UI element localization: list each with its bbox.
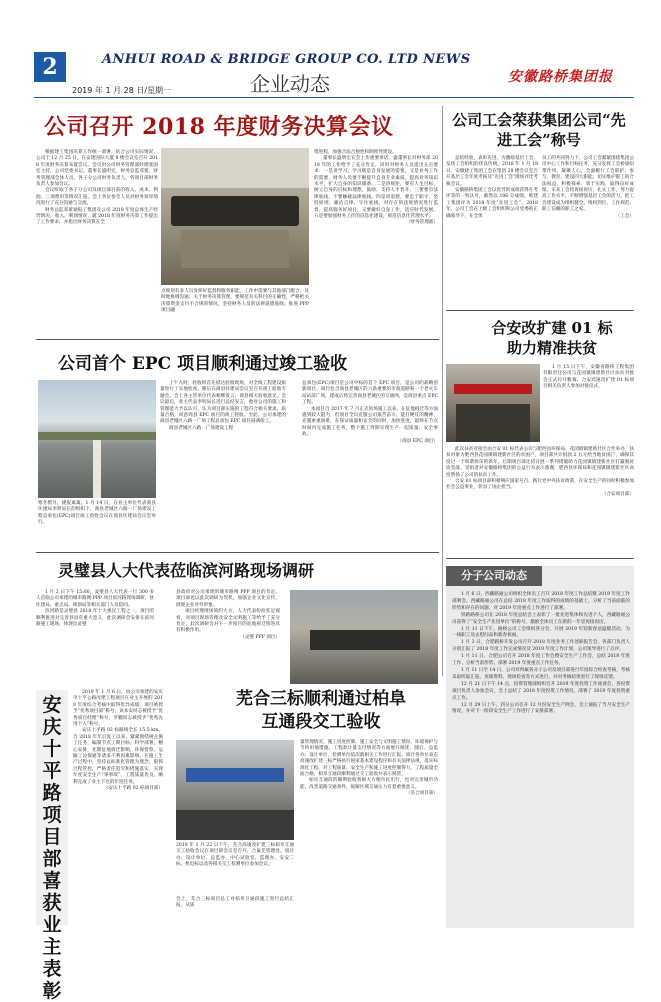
briefs-heading-text: 分子公司动态	[461, 569, 527, 582]
article-6-body	[73, 690, 163, 926]
brief-item: 1 月 3 日，合肥路桥开发公司召开 2018 年度业务工作述职报告会，各部门负责人分别汇报了 2018 年度工作完成情况及 2019 年度工作计划，公司领导进行了点评。	[452, 640, 630, 653]
article-7-byline: （芜合项目部）	[405, 791, 438, 797]
brief-item: 1 月 11 日下午，路桥公司工会组织各分会，开展 2019 年迎新春送温暖活动，为一线职工送去慰问品和新春祝福。	[452, 626, 630, 639]
article-1-col3	[314, 150, 438, 336]
brief-item: 1 月 6 日，西藏路通公司组织全体员工召开 2018 年度工作总结暨 2019 年度工作部署会。西藏路通公司在总结 2018 年度工作取得的成绩的基础上，分析了当前面临的形势和存在的问题，对 2019 年度重点工作进行了部署。	[452, 592, 630, 611]
paragraph: 根据建工集团决算工作统一部署，结合公司实际情况，公司于 12 月 25 日，在安建国际大厦 8 楼会议室召开 2018 年度财务决算布置会议。会议由公司财务管理部经理张国宏主持，公司党委书记、董事长盛明宏，财务总监邓蕾，财务管理部全体人员，各子分公司财务负责人，各项目部财务负责人参加会议。	[36, 150, 158, 188]
brief-item: 1 月 11 日，合肥公司召开 2018 年度工作会暨安全生产工作会，总结 2018 年度工作、分析当前形势、部署 2019 年度重点工作任务。	[452, 654, 630, 667]
article-2-title-text: 公司工会荣获集团公司“先进工会”称号	[452, 111, 626, 149]
section-title: 企业动态	[250, 72, 330, 96]
paragraph: 柏阜互通段的顺利验收将极大方便市民出行，也对完善城市功能，改善道路交通条件，缓解区域交通压力有着重要意义。	[300, 778, 438, 790]
paragraph: 本项目自 2017 年 7 月正式进场施工以来，在征地拆迁等方面遇到较大阻力，但项目全员克服公司艰苦奋斗、能打硬仗的精神，克服重重困难，在保证质量和安全的同时，加快进度，最终在节点时间内完成施工任务，整个施工周期实现生产一起质量、安全事故。	[302, 406, 438, 438]
paragraph: 1 月 2 日下午 15:00，灵璧县人大代表一行 300 多人莅临公司承建的城市路网 PPP 项目滨河路现场调研，县住建局、重点局、规划局等相关部门人员陪同。	[36, 590, 154, 608]
paragraph: 资进程，加强合法合规性和制度性建设。	[314, 150, 397, 155]
newspaper-logo: 安徽路桥集团报	[508, 69, 613, 85]
masthead-rule	[34, 97, 634, 98]
paragraph: 总承包(EPC)项目是公司中标的首个 EPC 项目，是公司的战略创新项目。项目包含商县老城区的六条重要的市政道路和一个老火车站站前广场，建成后将完善商县老城区的交通网，是商县重点 EPC 工程。	[302, 381, 438, 406]
paragraph: 2019 年 1 月 6 日，由公司承建的安庆市十平公路改建工程项目在业主开展的 2018 年度综合考核中取得优异成绩。项目被授予“优秀项目部”称号，该本安同志被授予“优秀项目经理”称号，罗鹏同志被授予“优秀先进个人”称号。	[73, 690, 163, 728]
article-4-col1	[543, 365, 634, 445]
paragraph: 合安 01 标项目部积极响应国家号召，践行党中央扶贫政策，在安全生产的同时积极参加社会公益事业，彰显了国企担当。	[446, 479, 634, 491]
article-3-col2	[160, 381, 286, 551]
brief-item: 1 月 11 日至 14 日，公司对所属各分子公司及项目部进行年度综合检查考核，考核采取听取汇报、查阅资料、现场检查等方式进行，并对考核结果进行了现场反馈。	[452, 667, 630, 680]
divider	[36, 552, 439, 553]
paragraph: 上午九时，验收组首先抵达验收现场，对全线工程建设质量进行了实地检查。随后在商县住建局会议室召开竣工验收专题会。会上各主管单位代表相继发言，商县相关验收意见，会议最后，业主代表李明局长进行总结发言，他对公司的施工和管理能力予以认可，认为项目部实施的工程符合相关要求，质量合格，同意商县 EPC 项目的竣工验收。至此，公司承建的商县老城区六路一广场工程总承包 EPC 项目圆满竣工。	[160, 381, 286, 425]
article-4-col2	[446, 447, 634, 555]
paragraph: 此次扶贫对接会由合安 01 标代表公司与肥西县环保局、花园镇镇建新社区合作举办，扶贫对象为肥西县花园镇镇建新社区的贫困户，项目部共计捐款 2 万元给当地贫困户，确保其度过一个和谐快乐的新年。后期项目部还将开展一系列措施助力花园镇镇建新社区打赢脱贫攻坚战。受捐者对安徽路桥集团的公益行为表示感谢，肥西县环保局和花园镇镇建新社区高度赞扬了公司的扶贫工作。	[446, 447, 634, 478]
article-3-title: 公司首个 EPC 项目顺利通过竣工验收	[58, 354, 348, 374]
article-2-byline: （工会）	[615, 213, 634, 219]
paragraph: 董事长盛明宏在会上作重要讲话，盛董事长对财务部 2018 年的工作给予了充分肯定，同时对财务人员提出五点要求：一是讲学习，学习既是自身发展的需要，又是业务工作的需要，财务人员要不断提升自身专业素质，提高业务知识水平，扩大自身的知识储备。二是讲规矩，要有人生目标，树立自身的目标和理想，鼓励、支持人才晋升。三要要有法律底线，不要触碰法律底线。四是讲道德，要忠于职守，坚持原则，廉洁自律，守住底线。对存在的违规情况进行监督，提高服务好项目，又要做好自身工作，适应时代发展。五是要加强财务工作的信息化建设，规范信息化管理水平。	[314, 156, 438, 220]
article-6-title: 安庆十平路项目部喜获业主表彰	[42, 694, 62, 1002]
paragraph: 财务总监邓蕾通报了集团及公司 2018 年度总体生产经营情况，收入、利润情况，就 2018 年度财务决算工作提出了工作要求，并指出财务决算在全	[36, 207, 158, 226]
article-5-title: 灵璧县人大代表莅临滨河路现场调研	[58, 561, 315, 580]
article-5-byline: （灵璧 PPP 项目）	[240, 634, 280, 640]
divider	[446, 558, 634, 559]
article-1-photo	[161, 148, 309, 285]
briefs-list	[452, 592, 630, 926]
english-masthead: ANHUI ROAD & BRIDGE GROUP CO. LTD NEWS	[102, 52, 471, 67]
brief-item: 12 月 29 日上午，四分公司召开 12 月份安全生产例会，会上通报了当月安全生产情况，并对下一阶段安全生产工作进行了安排部署。	[452, 702, 630, 715]
brief-item: 铁路路桥公司在 2018 年度总结会上表彰了一批先进集体和先进个人，西藏路通公司获得了“安全生产先进单位”的称号，激励全体员工在新的一年里再接再厉。	[452, 612, 630, 625]
article-3-caption: 寒冬腊月，捷报素篱。1 月 14 日，在业主单位代表商县住建局李明局长的组织下，商县老城区六路一广场建设工程总承包(EPC)项目竣工验收会议在商县住建局会议室举行。	[38, 501, 156, 526]
article-5-photo	[290, 590, 438, 684]
article-1-byline: （财务管理部）	[405, 220, 438, 226]
paragraph: 安徽路桥集团工会以优异的成绩获得在考评等的一致认可，截然以 106 分成绩，被建工集团评为 2018 年度“先进工会”。2018 年，公司工会在上级工会组织和公司党委的正确领导下，在全体	[446, 188, 538, 219]
article-2-title	[449, 110, 629, 150]
page-number-box	[34, 52, 66, 82]
divider	[36, 339, 439, 340]
article-3-byline: （商县 EPC 项目）	[397, 438, 438, 444]
article-1-col1	[36, 150, 158, 336]
article-1-title: 公司召开 2018 年度财务决算会议	[44, 114, 394, 140]
divider	[446, 310, 634, 311]
article-4-title: 合安改扩建 01 标助力精准扶贫	[491, 319, 613, 357]
paragraph: 滨河路是灵璧县 2018 年十大惠民工程之一。项目的顺利推进对完善县县有重大意义，此次调研会安排在滨河路施工现场，体现出灵璧	[36, 609, 154, 628]
paragraph: 量管理情况、施工进度控制、施工安全与文明施工情况、环境保护与节约用地措施、工程款计量支付情况等方面展开阐述，随后，总监办、设计单位，检测单位依次就相关工作进行汇报。项目各单位表态高速改扩建三标严格执行国家基本建设程序和有关法律法规，落实标准化工程，对工程质量、安全生产和施工进度控制得力，工程质量全面合格，柏阜互通段顺利通过交工验收并表示祝贺。	[300, 740, 438, 778]
brief-item: 12 月 21 日下午 14 点，投资管理部组织召开 2019 年度投资工作座谈会，各投资项目负责人参加会议，会上总结了 2018 年度投资工作情况，部署了 2019 年度投资重点工作。	[452, 681, 630, 701]
article-3-col3	[302, 381, 438, 551]
paragraph: 总结经验，表彰先进，为激励基层工会、发扬工会组织的优良传统，2018 年 1 月 18 日，安徽建工集团工会在集团 28 楼会议室召开基层工会年度考核及“先进工会”现场评比考核会议。	[446, 156, 538, 187]
article-7-col1: 会上，芜合三标项目总工对柏阜互通段施工进行总结汇报，从质	[176, 897, 294, 909]
paragraph: 1 月 15 日下午，安徽省路桥工程集团有限责任公司与花园镇镇建新社区扶贫对接会正式拉开帷幕。合安高速改扩建 01 标项目相关负责人参加对接仪式。	[543, 365, 634, 390]
article-7-title: 芜合三标顺利通过柏阜互通段交工验收	[236, 689, 406, 732]
column-rule	[442, 106, 443, 676]
paragraph: 员工的共同努力下，公司工会紧紧围绕集团公司中心工作和目标任务，充分发挥工会桥梁纽带作用，凝聚人心，全面履行工会职护、参与、教育，建设四大职能，切实维护职工的合法权益，积极探索、勇于实践，取得良好成绩。未来工会将再接再厉，扎实工作，努力提高工作水平，不断增强基层工会的活力，把工会建设成为组织健全、维权到位、工作规范、职工信赖的职工之家。	[542, 156, 634, 213]
article-7-col2	[300, 740, 438, 928]
article-4-byline: （合安项目部）	[601, 491, 634, 497]
article-6-title-box	[36, 690, 68, 1002]
paragraph: 会议听取了各子分公司及项目部目前的收入、成本、利润、三项费用等情况汇报，会上各位参会人员对财务预审情况进行了充分沟通与交流。	[36, 188, 158, 207]
paragraph: 安庆十平路 02 标路线全长 15.5 km，自 2018 年年后复工以来，紧紧围绕树企施工任务，编制节点工期目标，科学部署，精心安排，先期征地拆迁影响，环保督察，运输工边保通等诸多不利因素影响。在施工生产过程中，坚持以标准化管理为理念，狠抓过程管控，严格责任追究和措施落实，实现年度安全生产“零事故”，工程质量优良、顺利完成了业主下达的年度任务。	[73, 728, 163, 785]
paragraph: 商县老城区六路一广场建设工程	[169, 425, 234, 431]
briefs-heading	[446, 566, 542, 586]
paragraph: 项目经理现场简约大方，人大代表纷纷驻足观看，对项目现场管理及安全文明施工等给予了充分肯定，此次调研会对下一步项目的征地拆迁推进具有积极作用。	[176, 609, 280, 634]
paragraph: 县政府对公司承建的城市路网 PPP 项目的肯定。项目部也以此次调研为契机，加强企业文化宣传，展现企业对外形象。	[176, 590, 280, 608]
article-1-col2: 点规划有多人员发挥好监督和服务职能，工作中需要与其他部门配合，及时地协调沟通；关于财务决算管理，要规范有关科目的正确性，严格把关决算资金支付不合规的情况，坚持财务人员的法律道德底线；推进 PPP 项目融	[161, 289, 309, 314]
issue-date: 2019 年 1 月 28 日/星期一	[72, 86, 172, 95]
page-number: 2	[42, 54, 58, 80]
article-4-photo	[446, 364, 540, 442]
article-7-caption: 2019 年 1 月 22 日下午，芜合高速改扩建三标柏阜互通交工验收会议在项目部会议室召开，合巢芜管理处、项目办、设计单位、总监办、中心试验室、监理办、安安二标、机电标以及各相关交工检测单位参加会议。	[176, 843, 294, 868]
article-2-col1	[446, 156, 538, 304]
article-6-byline: （安庆十平路 02 标项目部）	[103, 786, 163, 792]
article-2-col2	[542, 156, 634, 306]
article-7-photo	[176, 740, 294, 840]
article-3-photo	[38, 380, 156, 498]
